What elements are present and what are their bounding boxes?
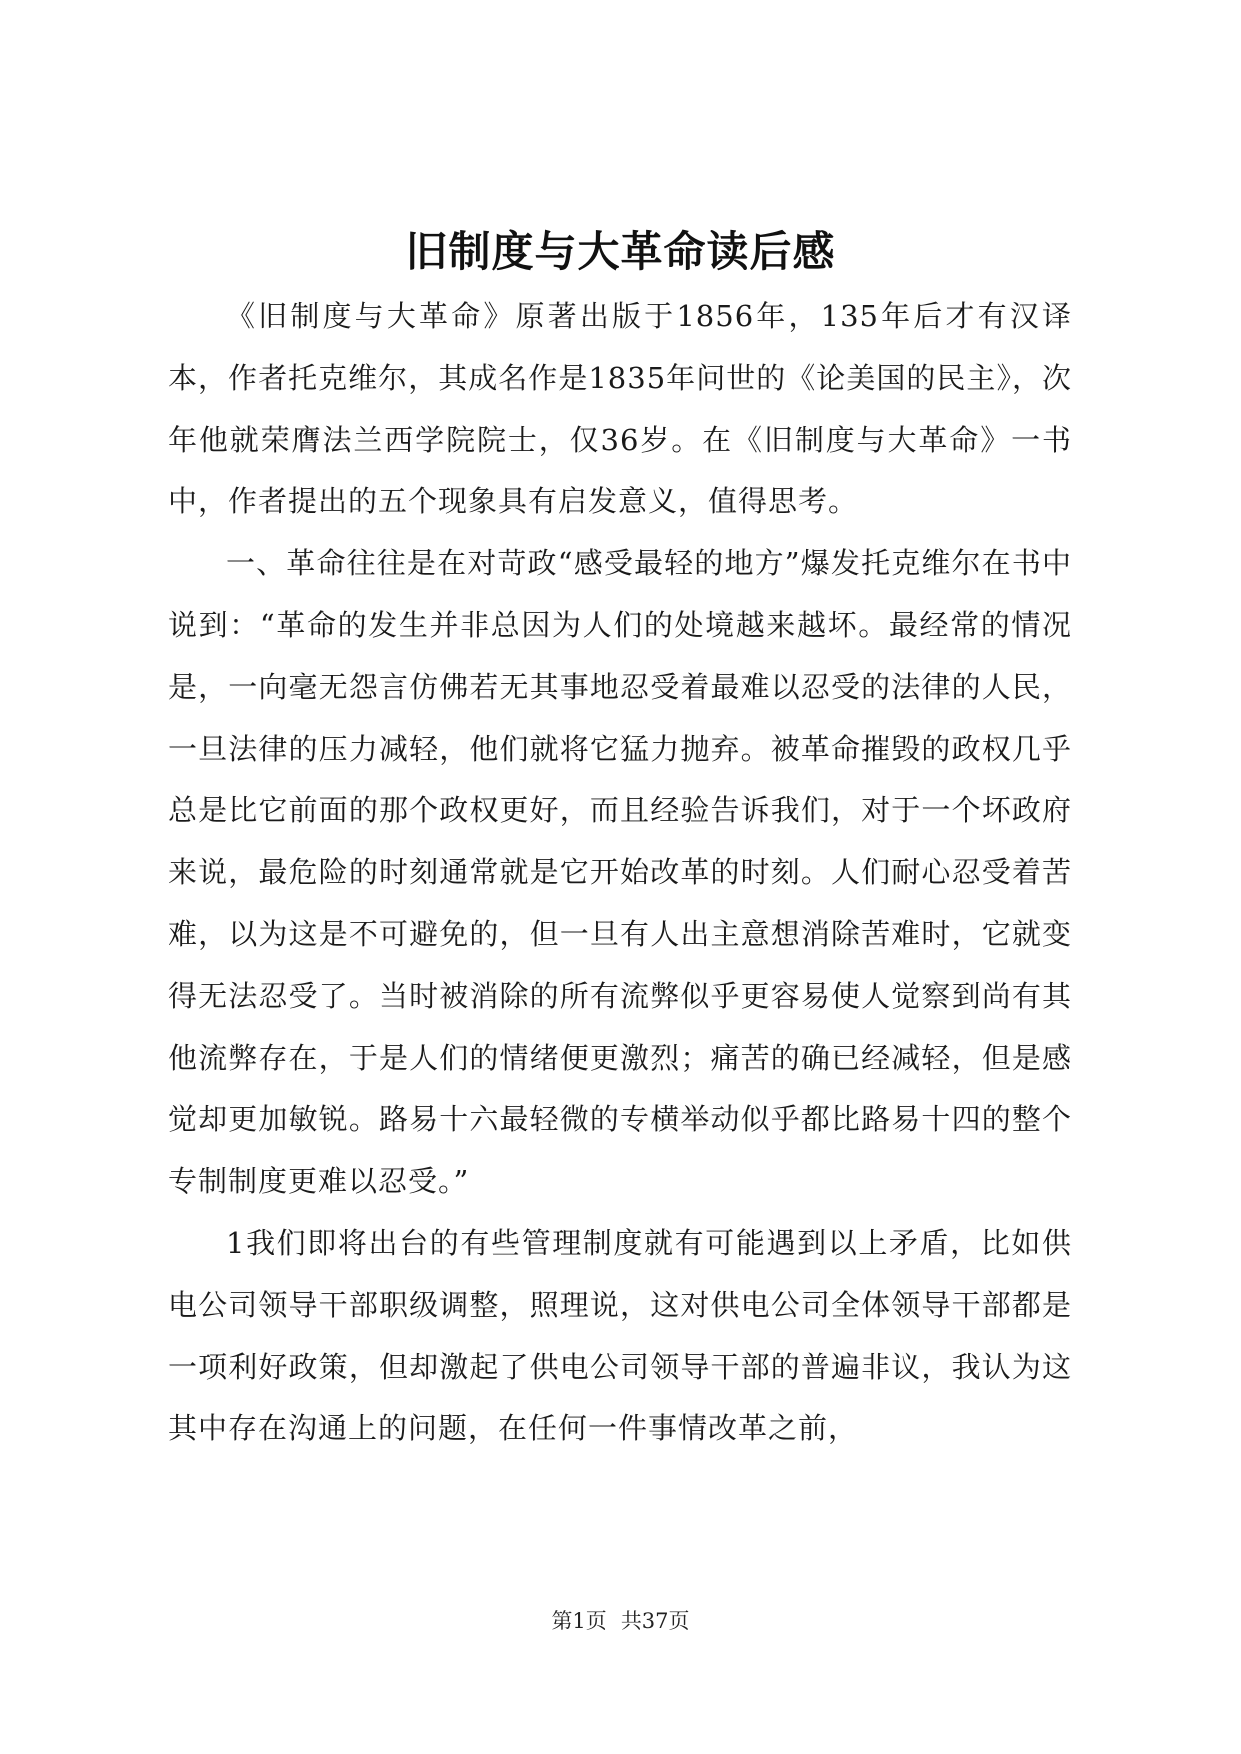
page-number: 第1页 (551, 1609, 607, 1633)
document-body (168, 286, 1072, 1460)
paragraph-reflection: 1我们即将出台的有些管理制度就有可能遇到以上矛盾，比如供电公司领导干部职级调整，照理说，这对供电公司全体领导干部都是一项利好政策，但却激起了供电公司领导干部的普遍非议，我认为这其中存在沟通上的问题，在任何一件事情改革之前， (168, 1225, 1072, 1446)
paragraph-section-one: 一、革命往往是在对苛政“感受最轻的地方”爆发托克维尔在书中说到：“革命的发生并非总因为人们的处境越来越坏。最经常的情况是，一向毫无怨言仿佛若无其事地忍受着最难以忍受的法律的人民，一旦法律的压力减轻，他们就将它猛力抛弃。被革命摧毁的政权几乎总是比它前面的那个政权更好，而且经验告诉我们，对于一个坏政府来说，最危险的时刻通常就是它开始改革的时刻。人们耐心忍受着苦难，以为这是不可避免的，但一旦有人出主意想消除苦难时，它就变得无法忍受了。当时被消除的所有流弊似乎更容易使人觉察到尚有其他流弊存在，于是人们的情绪便更激烈；痛苦的确已经减轻，但是感觉却更加敏锐。路易十六最轻微的专横举动似乎都比路易十四的整个专制制度更难以忍受。” (168, 546, 1072, 1199)
paragraph-intro: 《旧制度与大革命》原著出版于1856年，135年后才有汉译本，作者托克维尔，其成名作是1835年问世的《论美国的民主》，次年他就荣膺法兰西学院院士，仅36岁。在《旧制度与大革命》一书中，作者提出的五个现象具有启发意义，值得思考。 (168, 299, 1072, 519)
document-title: 旧制度与大革命读后感 (405, 227, 836, 276)
page-footer (0, 1606, 1241, 1636)
page-total: 共37页 (620, 1609, 690, 1633)
